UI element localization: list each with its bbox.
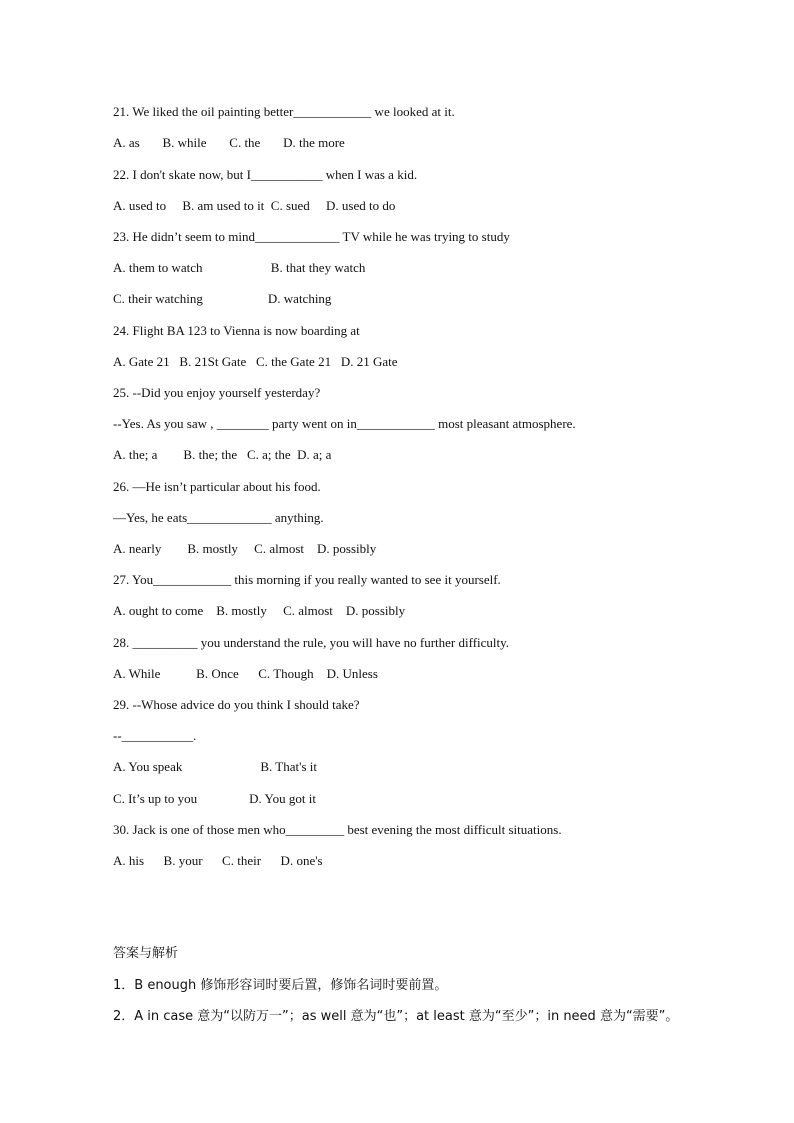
question-26: 26. —He isn’t particular about his food. (113, 479, 321, 494)
question-29: 29. --Whose advice do you think I should take? (113, 697, 360, 712)
question-23-options-cd: C. their watching D. watching (113, 291, 332, 306)
question-24: 24. Flight BA 123 to Vienna is now boarding at (113, 323, 360, 338)
question-27: 27. You____________ this morning if you really wanted to see it yourself. (113, 572, 501, 587)
question-27-options: A. ought to come B. mostly C. almost D. possibly (113, 603, 406, 618)
question-26-options: A. nearly B. mostly C. almost D. possibly (113, 541, 377, 556)
question-26-response: —Yes, he eats_____________ anything. (113, 510, 324, 525)
question-30: 30. Jack is one of those men who_________ best evening the most difficult situations. (113, 822, 562, 837)
question-25-response: --Yes. As you saw , ________ party went on in____________ most pleasant atmosphere. (113, 416, 576, 431)
question-22-options: A. used to B. am used to it C. sued D. used to do (113, 198, 396, 213)
question-23: 23. He didn’t seem to mind_____________ TV while he was trying to study (113, 229, 510, 244)
question-24-options: A. Gate 21 B. 21St Gate C. the Gate 21 D. 21 Gate (113, 354, 398, 369)
question-28-options: A. While B. Once C. Though D. Unless (113, 666, 378, 681)
answer-2: 2．A in case 意为“以防万一”；as well 意为“也”；at least 意为“至少”；in need 意为“需要”。 (113, 1009, 679, 1024)
question-29-response: --___________. (113, 728, 197, 743)
question-21: 21. We liked the oil painting better____________ we looked at it. (113, 104, 455, 119)
question-29-options-ab: A. You speak B. That's it (113, 759, 317, 774)
question-23-options-ab: A. them to watch B. that they watch (113, 260, 366, 275)
question-21-options: A. as B. while C. the D. the more (113, 135, 345, 150)
question-29-options-cd: C. It’s up to you D. You got it (113, 791, 316, 806)
question-30-options: A. his B. your C. their D. one's (113, 853, 323, 868)
question-28: 28. __________ you understand the rule, you will have no further difficulty. (113, 635, 510, 650)
question-25: 25. --Did you enjoy yourself yesterday? (113, 385, 321, 400)
question-22: 22. I don't skate now, but I___________ when I was a kid. (113, 167, 418, 182)
answer-1: 1．B enough 修饰形容词时要后置，修饰名词时要前置。 (113, 978, 448, 993)
answers-heading: 答案与解析 (113, 946, 179, 961)
question-25-options: A. the; a B. the; the C. a; the D. a; a (113, 447, 332, 462)
